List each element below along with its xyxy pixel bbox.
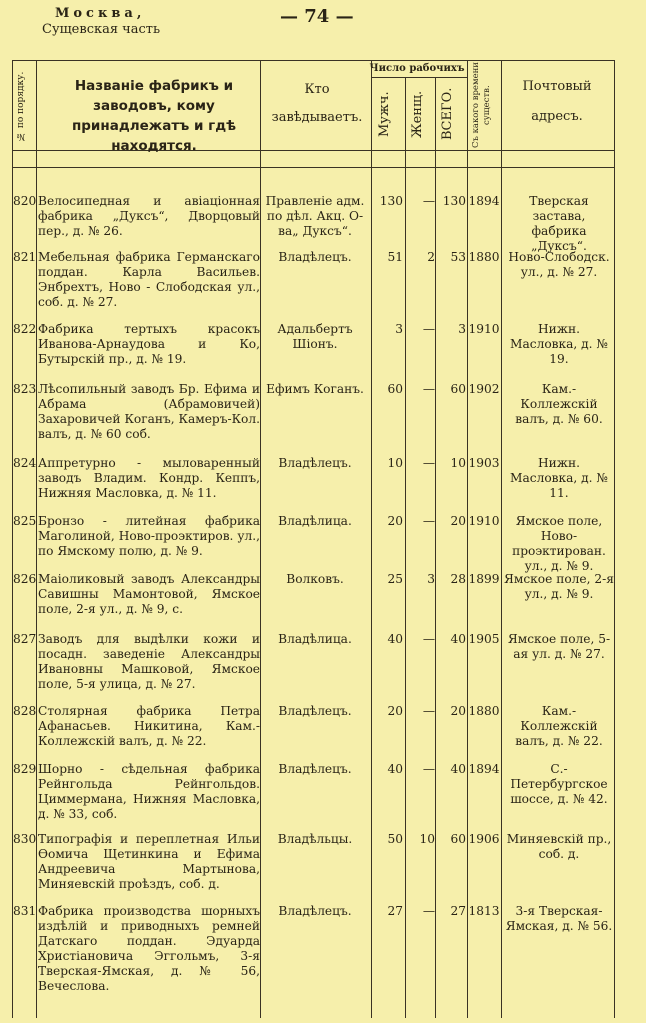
postal-address: Кам.-Коллежскій валъ, д. № 60.: [515, 382, 603, 426]
manager: Владѣлецъ.: [278, 704, 352, 718]
postal-address: Ямское поле, Ново-проэктирован. ул., д. № 9.: [512, 514, 606, 573]
since-year: 1813: [468, 904, 500, 918]
postal-address: Нижн. Масловка, д. № 11.: [510, 456, 608, 500]
row-number: 827: [13, 632, 37, 646]
factory-name: Велосипедная и авіаціонная фабрика „Дуксъ“, Дворцовый пер., д. № 26.: [38, 194, 260, 238]
total-workers: 28: [450, 572, 466, 586]
factory-name: Маіоликовый заводъ Александры Савишны Мамонтовой, Ямское поле, 2-я ул., д. № 9, с.: [38, 572, 260, 616]
col-rule: [405, 77, 406, 1018]
total-workers: 20: [450, 704, 466, 718]
total-workers: 40: [450, 762, 466, 776]
factory-name: Лѣсопильный заводъ Бр. Ефима и Абрама (Абрамовичей) Захаровичей Коганъ, Камеръ-Кол. валъ, д. № 60 соб.: [38, 382, 260, 441]
male-workers: 3: [395, 322, 403, 336]
col-header-female: Женщ.: [410, 90, 425, 138]
male-workers: 40: [387, 632, 403, 646]
row-number: 828: [13, 704, 37, 718]
col-rule: [501, 60, 502, 1018]
row-number: 830: [13, 832, 37, 846]
female-workers: —: [422, 762, 435, 776]
male-workers: 20: [387, 704, 403, 718]
postal-address: Нижн. Масловка, д. № 19.: [510, 322, 608, 366]
male-workers: 50: [387, 832, 403, 846]
factory-name: Шорно - сѣдельная фабрика Рейнгольда Рейнгольдов. Циммермана, Нижняя Масловка, д. № 33, соб.: [38, 762, 260, 821]
col-rule: [614, 60, 615, 1018]
row-number: 826: [13, 572, 37, 586]
male-workers: 20: [387, 514, 403, 528]
female-workers: —: [422, 632, 435, 646]
since-year: 1910: [468, 514, 500, 528]
female-workers: —: [422, 382, 435, 396]
total-workers: 40: [450, 632, 466, 646]
factory-table: [12, 60, 615, 1018]
col-header-name: Названіе фабрикъ и заводовъ, кому принадлежатъ и гдѣ находятся.: [71, 78, 237, 154]
total-workers: 130: [442, 194, 466, 208]
female-workers: —: [422, 514, 435, 528]
male-workers: 25: [387, 572, 403, 586]
manager: Владѣлецъ.: [278, 904, 352, 918]
col-header-number: № по порядку.: [16, 71, 26, 141]
workers-group-rule: [371, 77, 467, 78]
male-workers: 130: [379, 194, 403, 208]
since-year: 1906: [468, 832, 500, 846]
female-workers: —: [422, 704, 435, 718]
female-workers: —: [422, 194, 435, 208]
male-workers: 51: [387, 250, 403, 264]
since-year: 1903: [468, 456, 500, 470]
total-workers: 53: [450, 250, 466, 264]
since-year: 1894: [468, 762, 500, 776]
postal-address: 3-я Тверская-Ямская, д. № 56.: [505, 904, 613, 933]
header-district: Сущевская часть: [42, 22, 161, 37]
postal-address: Ново-Слободск. ул., д. № 27.: [508, 250, 610, 279]
col-header-workers: Число рабочихъ: [369, 63, 465, 74]
row-number: 825: [13, 514, 37, 528]
factory-name: Мебельная фабрика Германскаго поддан. Карла Васильев. Энбрехтъ, Ново - Слободская ул., соб. д. № 27.: [38, 250, 260, 309]
manager: Правленіе адм. по дѣл. Акц. О-ва„ Дуксъ“.: [265, 194, 365, 238]
col-header-male: Мужч.: [377, 91, 392, 137]
row-number: 821: [13, 250, 37, 264]
table-top-rule: [12, 60, 615, 61]
since-year: 1894: [468, 194, 500, 208]
postal-address: Ямское поле, 5-ая ул. д. № 27.: [507, 632, 611, 661]
factory-name: Типографія и переплетная Ильи Ѳомича Щетинкина и Ефима Андреевича Мартынова, Миняевскій проѣздъ, соб. д.: [38, 832, 260, 891]
female-workers: —: [422, 322, 435, 336]
postal-address: Тверская застава, фабрика „Дуксъ“.: [529, 194, 589, 253]
row-number: 823: [13, 382, 37, 396]
since-year: 1880: [468, 250, 500, 264]
male-workers: 27: [387, 904, 403, 918]
row-number: 824: [13, 456, 37, 470]
postal-address: Миняевскій пр., соб. д.: [506, 832, 612, 861]
manager: Ефимъ Коганъ.: [266, 382, 364, 396]
manager: Адальбертъ Шіонъ.: [277, 322, 353, 351]
manager: Владѣлица.: [278, 632, 352, 646]
male-workers: 40: [387, 762, 403, 776]
total-workers: 20: [450, 514, 466, 528]
manager: Владѣлецъ.: [278, 762, 352, 776]
factory-name: Бронзо - литейная фабрика Маголиной, Ново-проэктиров. ул., по Ямскому полю, д. № 9.: [38, 514, 260, 558]
manager: Владѣльцы.: [277, 832, 353, 846]
total-workers: 3: [458, 322, 466, 336]
col-rule: [435, 77, 436, 1018]
row-number: 829: [13, 762, 37, 776]
col-header-since: Съ какого времени существ.: [471, 62, 492, 148]
header-city: Москва,: [55, 6, 146, 21]
row-number: 820: [13, 194, 37, 208]
col-header-address: Почтовый адресъ.: [522, 79, 592, 124]
factory-name: Столярная фабрика Петра Афанасьев. Никитина, Кам.- Коллежскій валъ, д. № 22.: [38, 704, 260, 748]
factory-name: Заводъ для выдѣлки кожи и посадн. заведеніе Александры Ивановны Машковой, Ямское поле, 5-я улица, д. № 27.: [38, 632, 260, 691]
female-workers: 3: [427, 572, 435, 586]
col-header-total: ВСЕГО.: [440, 87, 455, 141]
postal-address: Ямское поле, 2-я ул., д. № 9.: [504, 572, 614, 601]
factory-name: Аппретурно - мыловаренный заводъ Владим. Кондр. Кеппъ, Нижняя Масловка, д. № 11.: [38, 456, 260, 500]
manager: Волковъ.: [286, 572, 344, 586]
header-bottom-rule-2: [12, 167, 615, 168]
male-workers: 10: [387, 456, 403, 470]
male-workers: 60: [387, 382, 403, 396]
postal-address: С.-Петербургское шоссе, д. № 42.: [510, 762, 608, 806]
since-year: 1899: [468, 572, 500, 586]
factory-name: Фабрика производства шорныхъ издѣлій и приводныхъ ремней Датскаго поддан. Эдуарда Христіановича Эггольмъ, 3-я Тверская-Ямская, д. № 56, Вечеслова.: [38, 904, 260, 993]
row-number: 822: [13, 322, 37, 336]
female-workers: 10: [419, 832, 435, 846]
manager: Владѣлецъ.: [278, 456, 352, 470]
manager: Владѣлецъ.: [278, 250, 352, 264]
since-year: 1902: [468, 382, 500, 396]
postal-address: Кам.-Коллежскій валъ, д. № 22.: [515, 704, 603, 748]
page-number: — 74 —: [280, 6, 354, 27]
since-year: 1905: [468, 632, 500, 646]
female-workers: —: [422, 904, 435, 918]
total-workers: 27: [450, 904, 466, 918]
female-workers: —: [422, 456, 435, 470]
since-year: 1880: [468, 704, 500, 718]
factory-name: Фабрика тертыхъ красокъ Иванова-Арнаудова и Ко, Бутырскій пр., д. № 19.: [38, 322, 260, 366]
row-number: 831: [13, 904, 37, 918]
col-header-manager: Кто завѣдываетъ.: [271, 82, 363, 125]
female-workers: 2: [427, 250, 435, 264]
total-workers: 60: [450, 382, 466, 396]
total-workers: 60: [450, 832, 466, 846]
total-workers: 10: [450, 456, 466, 470]
since-year: 1910: [468, 322, 500, 336]
manager: Владѣлица.: [278, 514, 352, 528]
